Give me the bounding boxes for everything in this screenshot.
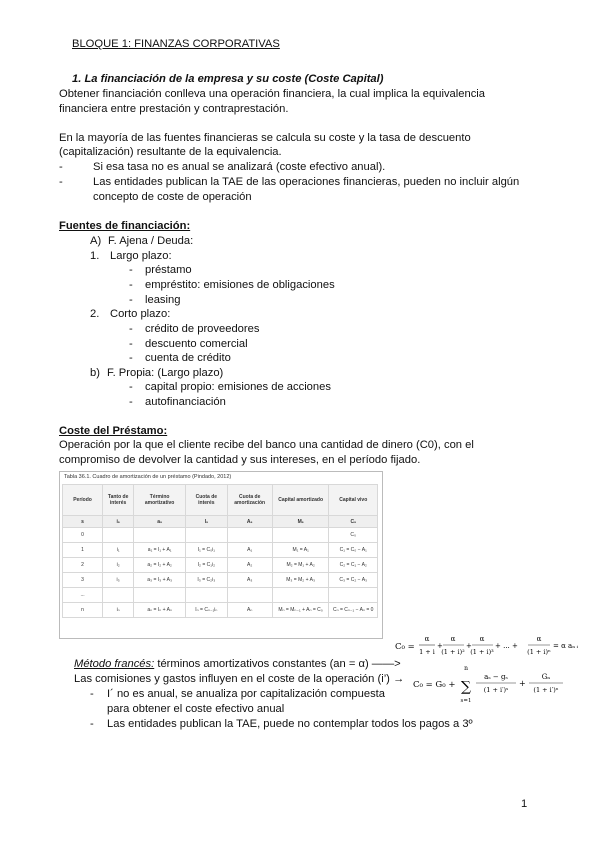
formula-num: α [424, 635, 430, 643]
table-cell [272, 528, 329, 543]
table-header: Tanto de interés [103, 485, 134, 516]
formula-num: α [450, 635, 456, 643]
formula-dots: + ... + [495, 642, 518, 650]
formula-den: (1 + i)² [441, 648, 465, 656]
formula-num: Gₙ [541, 673, 551, 681]
table-header: Período [63, 485, 103, 516]
metodo-line [74, 657, 401, 672]
table-cell: C₁ = C₀ − A₁ [329, 543, 378, 558]
bullet-dash: - [129, 381, 133, 393]
bullet-dash: - [129, 323, 133, 335]
list-label: 1. [90, 250, 100, 262]
table-cell: Aₙ [227, 603, 272, 618]
bullet-dash: - [129, 352, 133, 364]
table-symbol: Aₛ [227, 516, 272, 528]
annuity-formula [395, 632, 595, 660]
list-text: Corto plazo: [110, 308, 171, 320]
table-cell: A₂ [227, 558, 272, 573]
table-symbol: s [63, 516, 103, 528]
table-cell: a₂ = I₂ + A₂ [134, 558, 186, 573]
formula-num: aₛ − gₛ [484, 673, 508, 681]
table-row [63, 558, 378, 573]
amortization-table [62, 484, 378, 618]
table-header: Cuota de amortización [227, 485, 272, 516]
list-item: autofinanciación [145, 396, 226, 408]
table-header: Capital amortizado [272, 485, 329, 516]
fuentes-heading: Fuentes de financiación: [59, 220, 191, 232]
table-cell: i₃ [103, 573, 134, 588]
table-cell: M₂ = M₁ + A₂ [272, 558, 329, 573]
amortization-table-figure [59, 471, 383, 639]
table-cell [134, 528, 186, 543]
table-cell: i₂ [103, 558, 134, 573]
sum-top: n [464, 665, 468, 672]
formula-den: (1 + i′)ⁿ [533, 686, 559, 694]
bullet-text: Las entidades publican la TAE, puede no contemplar todos los pagos a 3º [107, 718, 473, 730]
list-item: descuento comercial [145, 338, 248, 350]
formula-den: (1 + i)ⁿ [527, 648, 551, 656]
table-cell [103, 528, 134, 543]
formula-den: (1 + i′)ˢ [483, 686, 509, 694]
table-cell: n [63, 603, 103, 618]
table-cell [329, 588, 378, 603]
table-cell: Mₙ = Mₙ₋₁ + Aₙ = C₀ [272, 603, 329, 618]
table-header: Cuota de interés [186, 485, 228, 516]
bullet-dash: - [129, 264, 133, 276]
table-cell: 0 [63, 528, 103, 543]
paragraph-line: (capitalización) resultante de la equivalencia. [59, 146, 282, 158]
formula-rhs: = α aₙ ᵢ [553, 642, 579, 650]
svg-text:+: + [466, 642, 472, 650]
table-cell: Cₙ = Cₙ₋₁ − Aₙ = 0 [329, 603, 378, 618]
comisiones-line: Las comisiones y gastos influyen en el coste de la operación (i’) → [74, 673, 405, 685]
coste-prestamo-heading: Coste del Préstamo: [59, 425, 168, 437]
bullet-text: Si esa tasa no es anual se analizará (coste efectivo anual). [93, 161, 386, 173]
table-cell: 1 [63, 543, 103, 558]
table-symbol: Mₛ [272, 516, 329, 528]
paragraph-line: compromiso de devolver la cantidad y sus intereses, en el período fijado. [59, 454, 421, 466]
formula-den: (1 + i)³ [470, 648, 494, 656]
table-cell: M₁ = A₁ [272, 543, 329, 558]
table-cell: ... [63, 588, 103, 603]
metodo-label: Método francés: [74, 658, 155, 670]
table-row [63, 543, 378, 558]
table-cell: aₙ = Iₙ + Aₙ [134, 603, 186, 618]
table-row [63, 573, 378, 588]
bullet-dash: - [129, 279, 133, 291]
table-header: Término amortizativo [134, 485, 186, 516]
table-row [63, 528, 378, 543]
effective-cost-formula [413, 660, 593, 706]
list-text: F. Propia: (Largo plazo) [107, 367, 224, 379]
formula-plus: + [519, 679, 526, 688]
svg-text:∑: ∑ [461, 679, 471, 695]
table-cell: 3 [63, 573, 103, 588]
table-caption: Tabla 36.1. Cuadro de amortización de un préstamo (Pindado, 2012) [64, 474, 232, 480]
list-item: leasing [145, 294, 181, 306]
table-cell: I₃ = C₂i₃ [186, 573, 228, 588]
table-cell: C₃ = C₂ − A₃ [329, 573, 378, 588]
list-item: crédito de proveedores [145, 323, 260, 335]
list-label: A) [90, 235, 102, 247]
formula-lhs: C₀ = G₀ + [413, 680, 456, 690]
paragraph-line: financiera entre prestación y contraprestación. [59, 103, 289, 115]
table-cell [103, 588, 134, 603]
sum-bottom: s=1 [460, 698, 472, 704]
bullet-dash: - [90, 718, 94, 730]
bullet-text: concepto de coste de operación [93, 191, 252, 203]
table-cell [186, 588, 228, 603]
table-cell: iₙ [103, 603, 134, 618]
table-cell: A₃ [227, 573, 272, 588]
bloque-title: BLOQUE 1: FINANZAS CORPORATIVAS [72, 38, 280, 50]
table-cell: i₁ [103, 543, 134, 558]
table-cell: I₁ = C₀i₁ [186, 543, 228, 558]
table-row [63, 603, 378, 618]
formula-den: 1 + i [419, 648, 435, 656]
table-row [63, 588, 378, 603]
list-label: 2. [90, 308, 100, 320]
bullet-dash: - [129, 294, 133, 306]
metodo-text: términos amortizativos constantes (an = α) ——> [154, 658, 401, 670]
bullet-text: para obtener el coste efectivo anual [107, 703, 285, 715]
list-item: capital propio: emisiones de acciones [145, 381, 331, 393]
svg-text:+: + [437, 642, 443, 650]
paragraph-line: Operación por la que el cliente recibe del banco una cantidad de dinero (C0), con el [59, 439, 474, 451]
table-cell: C₂ = C₁ − A₂ [329, 558, 378, 573]
table-header: Capital vivo [329, 485, 378, 516]
table-symbol: Cₛ [329, 516, 378, 528]
table-cell: M₃ = M₂ + A₃ [272, 573, 329, 588]
table-symbol: aₛ [134, 516, 186, 528]
list-text: F. Ajena / Deuda: [108, 235, 194, 247]
table-symbol: iₛ [103, 516, 134, 528]
table-cell [272, 588, 329, 603]
list-text: Largo plazo: [110, 250, 172, 262]
table-cell: 2 [63, 558, 103, 573]
table-cell [186, 528, 228, 543]
list-item: préstamo [145, 264, 192, 276]
bullet-dash: - [59, 161, 63, 173]
table-cell: a₃ = I₃ + A₃ [134, 573, 186, 588]
bullet-text: Las entidades publican la TAE de las operaciones financieras, pueden no incluir algún [93, 176, 520, 188]
bullet-dash: - [129, 338, 133, 350]
bullet-dash: - [129, 396, 133, 408]
paragraph-line: Obtener financiación conlleva una operación financiera, la cual implica la equivalencia [59, 88, 486, 100]
formula-num: α [536, 635, 542, 643]
list-item: empréstito: emisiones de obligaciones [145, 279, 335, 291]
paragraph-line: En la mayoría de las fuentes financieras se calcula su coste y la tasa de descuento [59, 132, 471, 144]
bullet-dash: - [90, 688, 94, 700]
list-item: cuenta de crédito [145, 352, 231, 364]
formula-num: α [479, 635, 485, 643]
section-heading: 1. La financiación de la empresa y su coste (Coste Capital) [72, 73, 384, 85]
bullet-dash: - [59, 176, 63, 188]
table-cell [227, 588, 272, 603]
list-label: b) [90, 367, 100, 379]
bullet-text: I´ no es anual, se anualiza por capitalización compuesta [107, 688, 385, 700]
table-cell [134, 588, 186, 603]
table-cell: A₁ [227, 543, 272, 558]
page-number: 1 [521, 798, 528, 810]
formula-lhs: C₀ = [395, 642, 415, 652]
table-cell: a₁ = I₁ + A₁ [134, 543, 186, 558]
table-cell: Iₙ = Cₙ₋₁iₙ [186, 603, 228, 618]
table-cell: C₀ [329, 528, 378, 543]
table-symbol: Iₛ [186, 516, 228, 528]
table-cell: I₂ = C₁i₂ [186, 558, 228, 573]
table-cell [227, 528, 272, 543]
